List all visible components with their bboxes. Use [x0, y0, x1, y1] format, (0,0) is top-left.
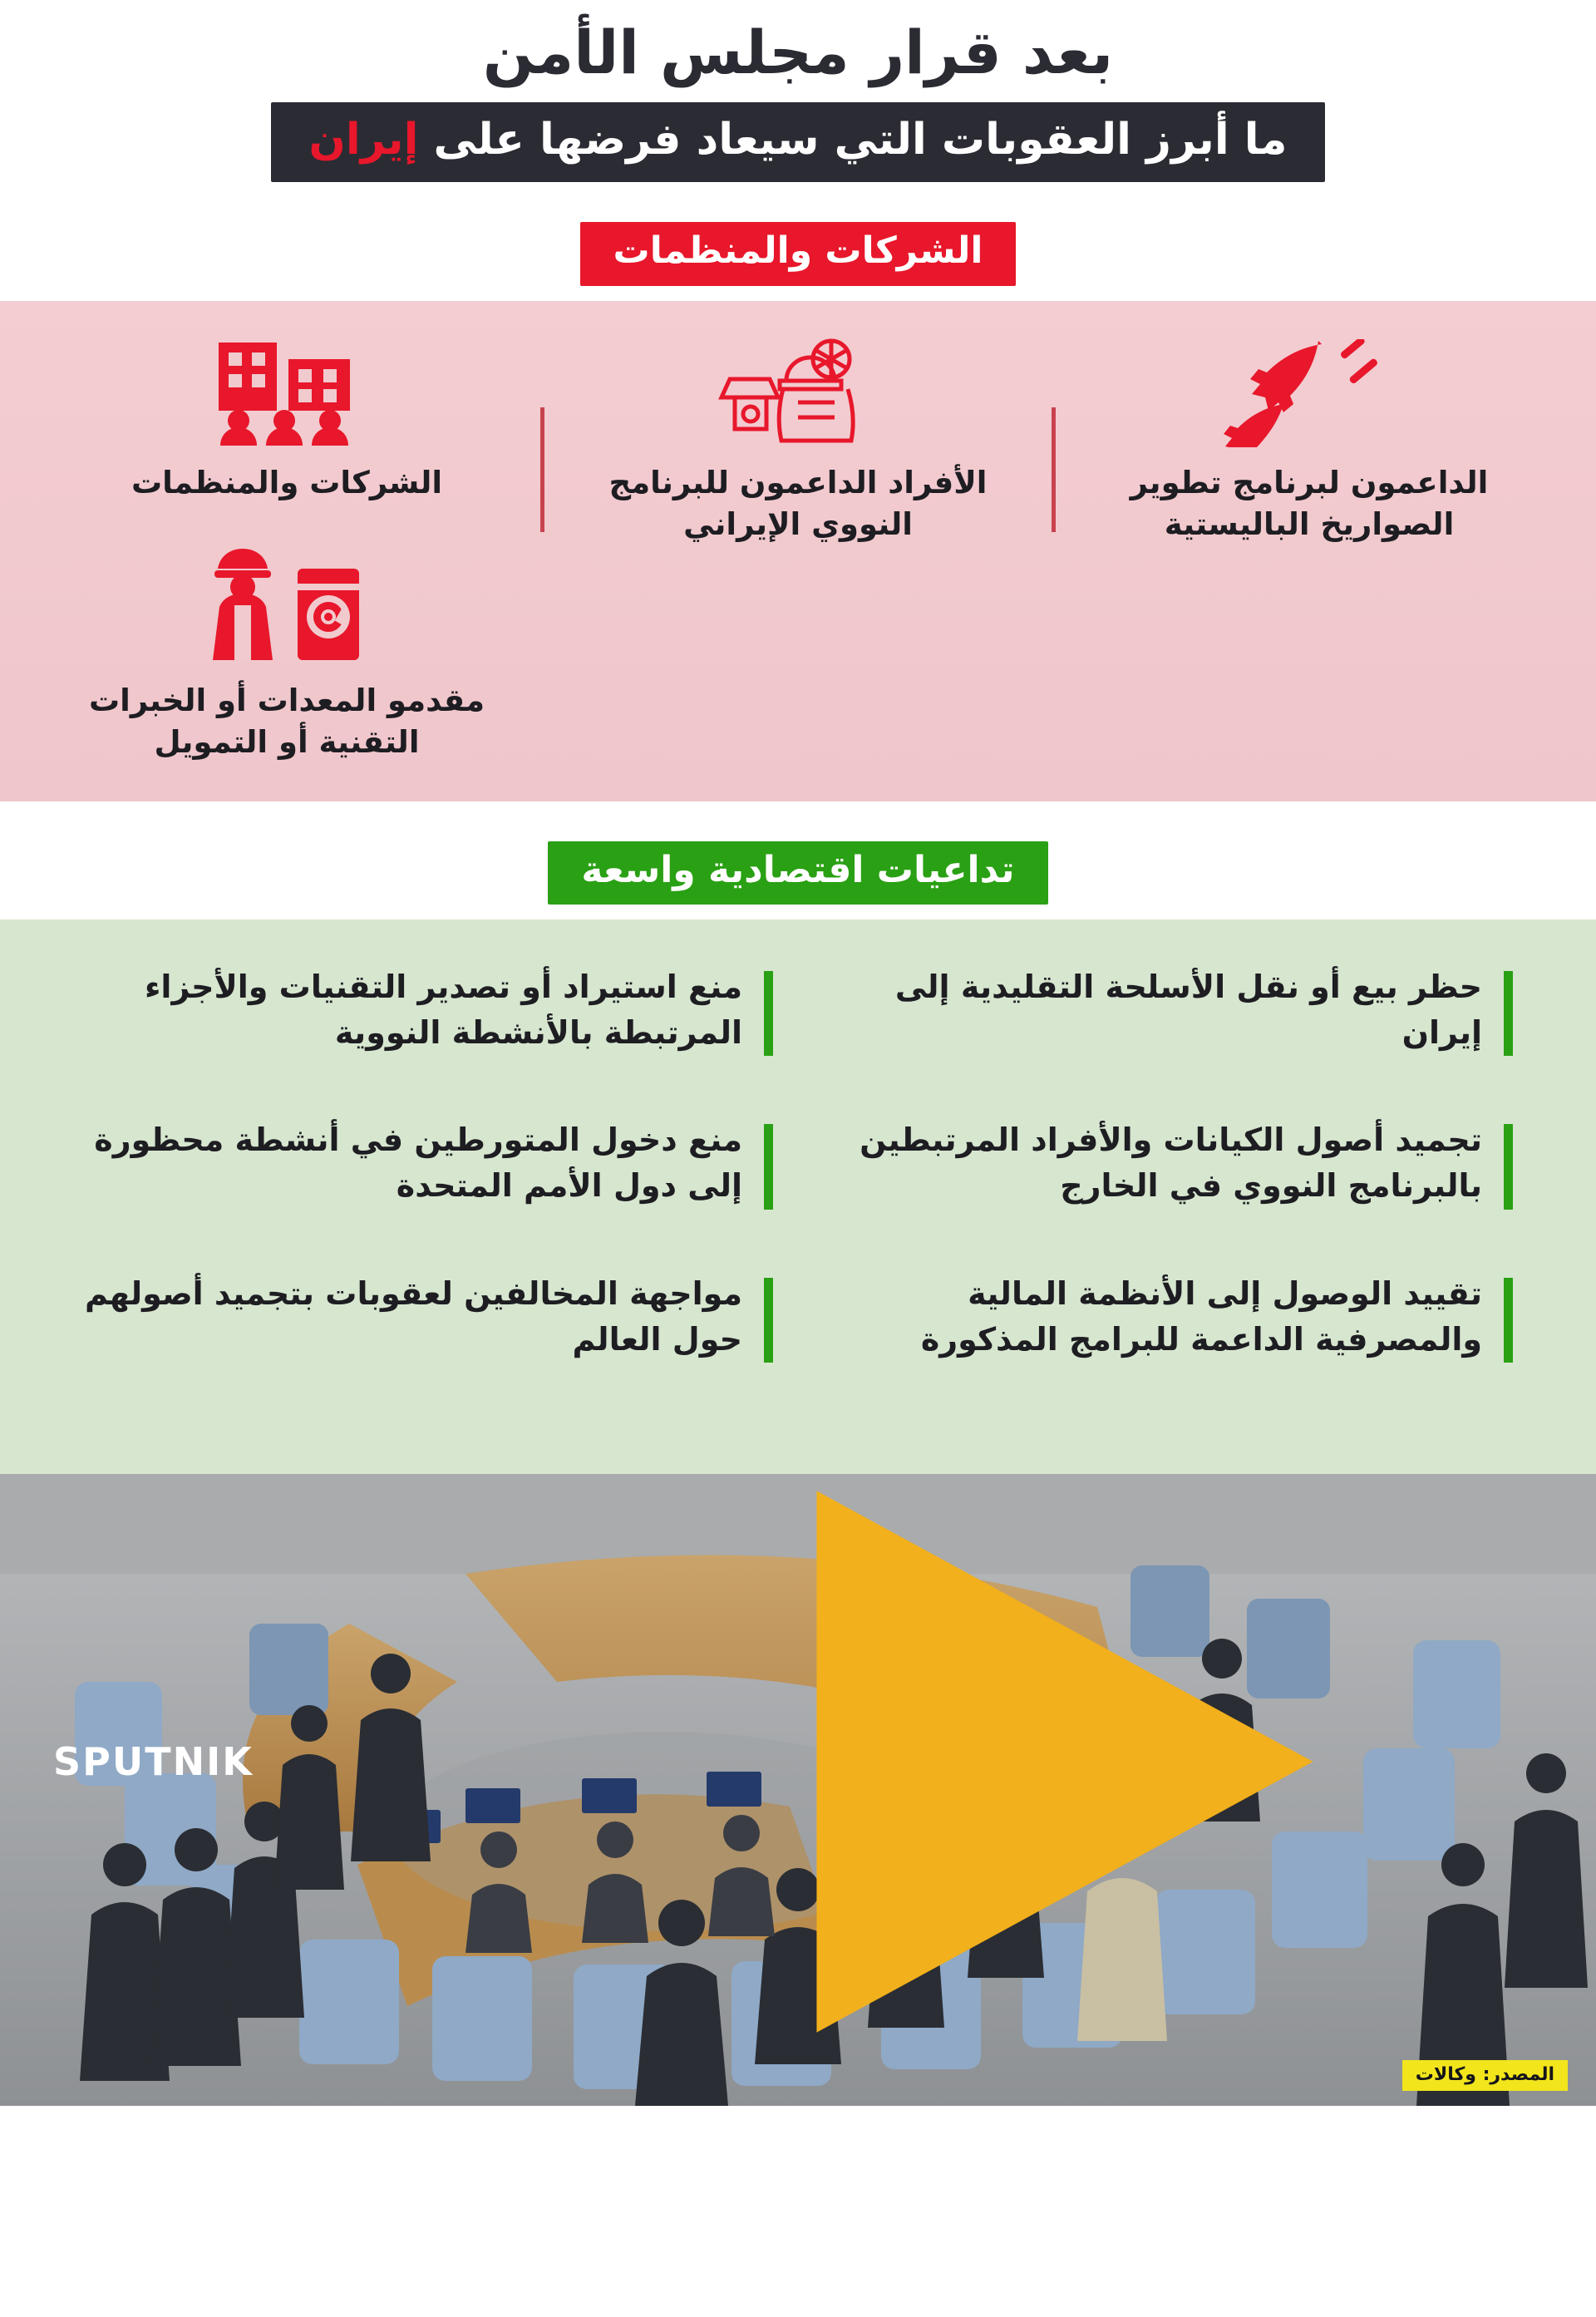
companies-item-0-label: الداعمون لبرنامج تطوير الصواريخ الباليستية: [1130, 464, 1489, 542]
economy-item-label: تقييد الوصول إلى الأنظمة المالية والمصرفية الداعمة للبرامج المذكورة: [920, 1274, 1482, 1358]
economy-item-label: مواجهة المخالفين لعقوبات بتجميد أصولهم حول العالم: [84, 1274, 742, 1358]
economy-panel: [0, 919, 1596, 1474]
accent-bar: [764, 1124, 773, 1209]
economy-section-heading: [0, 841, 1596, 905]
sputnik-mark-icon: [267, 1474, 1596, 2078]
source-label: المصدر: وكالات: [1402, 2060, 1568, 2091]
economy-item-label: تجميد أصول الكيانات والأفراد المرتبطين بالبرنامج النووي في الخارج: [860, 1122, 1482, 1205]
accent-bar: [1504, 1278, 1513, 1363]
companies-item-1-label: الأفراد الداعمون للبرنامج النووي الإيراني: [608, 464, 988, 542]
nuclear-worker-icon: [566, 331, 1030, 447]
subtitle-bar: [271, 102, 1326, 182]
economy-item: [58, 1271, 798, 1424]
brand-logo: [53, 1474, 1596, 2078]
economy-item: [798, 964, 1538, 1117]
subtitle-text: [309, 114, 1288, 165]
economy-item: [798, 1117, 1538, 1270]
economy-item-label: منع دخول المتورطين في أنشطة محظورة إلى دول الأمم المتحدة: [94, 1122, 742, 1205]
header: [0, 0, 1596, 182]
companies-heading-label: الشركات والمنظمات: [580, 222, 1017, 286]
economy-item-label: حظر بيع أو نقل الأسلحة التقليدية إلى إيران: [894, 969, 1482, 1052]
companies-panel: [0, 301, 1596, 801]
missiles-icon: [1077, 331, 1541, 447]
economy-item: [58, 964, 798, 1117]
economy-heading-label: تداعيات اقتصادية واسعة: [548, 841, 1047, 905]
worker-barrel-icon: [55, 540, 519, 665]
companies-item-0: [1056, 331, 1563, 545]
companies-item-1: [544, 331, 1052, 545]
companies-item-2-label: الشركات والمنظمات: [131, 464, 443, 500]
companies-sub-item: [55, 540, 519, 763]
accent-bar: [764, 971, 773, 1056]
companies-item-2: [33, 331, 540, 763]
accent-bar: [1504, 971, 1513, 1056]
buildings-people-icon: [55, 331, 519, 447]
companies-row: [33, 331, 1563, 763]
economy-grid: [58, 964, 1538, 1424]
subtitle-highlight: إيران: [308, 114, 419, 165]
companies-section-heading: [0, 222, 1596, 286]
economy-item-label: منع استيراد أو تصدير التقنيات والأجزاء المرتبطة بالأنشطة النووية: [145, 969, 742, 1052]
accent-bar: [1504, 1124, 1513, 1209]
brand-name: SPUTNIK: [53, 1738, 254, 1784]
subtitle-prefix: ما أبرز العقوبات التي سيعاد فرضها على: [418, 114, 1288, 165]
security-council-photo: [0, 1474, 1596, 2106]
page-title: بعد قرار مجلس الأمن: [482, 17, 1114, 87]
companies-sub-item-label: مقدمو المعدات أو الخبرات التقنية أو التمويل: [88, 682, 485, 760]
accent-bar: [764, 1278, 773, 1363]
economy-item: [798, 1271, 1538, 1424]
economy-item: [58, 1117, 798, 1270]
